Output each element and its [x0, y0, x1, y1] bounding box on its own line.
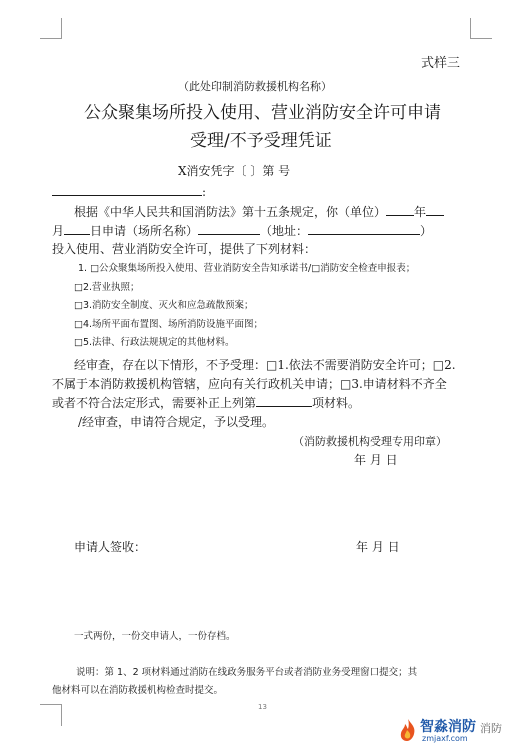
para3-accepted: /经审查，申请符合规定，予以受理。: [78, 415, 275, 429]
para2-line1: 经审查，存在以下情形，不予受理：□1.依法不需要消防安全许可；□2.: [74, 358, 456, 372]
year-tail-blank: [426, 203, 444, 216]
seal-note: （消防救援机构受理专用印章）: [293, 435, 447, 448]
watermark-name: 智淼消防: [420, 719, 476, 735]
address-blank: [308, 222, 420, 235]
para1-address-label: （地址：: [260, 224, 309, 238]
para1-month-label: 月: [52, 224, 65, 238]
material-item-1: 1. □公众聚集场所投入使用、营业消防安全告知承诺书/□消防安全检查申报表；: [78, 263, 416, 274]
para1-text-b: 日申请（场所名称）: [90, 224, 199, 238]
para2-text-b: 项材料。: [312, 396, 361, 410]
material-item-2: □2.营业执照；: [74, 282, 140, 293]
watermark-tail: 消防: [480, 722, 502, 735]
para1-line1: [74, 203, 444, 220]
page-number: 13: [258, 703, 267, 711]
footnote-line1: 说明：第 1、2 项材料通过消防在线政务服务平台或者消防业务受理窗口提交；其: [76, 667, 418, 678]
seal-date: 年 月 日: [354, 453, 398, 467]
para1-line3: 投入使用、营业消防安全许可，提供了下列材料：: [52, 242, 317, 256]
crop-mark-bottom-left-h: [40, 704, 62, 705]
doc-number: X消安凭字〔 〕第 号: [178, 164, 291, 178]
addressee-line: [52, 183, 206, 199]
para1-close-paren: ）: [420, 224, 433, 238]
material-item-3: □3.消防安全制度、灭火和应急疏散预案；: [74, 300, 254, 311]
material-item-5: □5.法律、行政法规规定的其他材料。: [74, 337, 235, 348]
crop-mark-top-right-h: [470, 38, 492, 39]
copies-note: 一式两份，一份交申请人，一份存档。: [74, 631, 236, 642]
applicant-date: 年 月 日: [356, 540, 400, 554]
para2-text-a: 或者不符合法定形式，需要补正上列第: [52, 396, 257, 410]
page-title: 公众聚集场所投入使用、营业消防安全许可申请: [84, 103, 441, 123]
crop-mark-top-right-v: [470, 18, 471, 39]
year-blank: [386, 203, 414, 216]
venue-name-blank: [198, 222, 260, 235]
para2-line3: [52, 394, 360, 411]
para1-line2: [52, 222, 432, 239]
month-blank: [64, 222, 90, 235]
material-item-4: □4.场所平面布置图、场所消防设施平面图；: [74, 319, 264, 330]
item-number-blank: [256, 394, 312, 407]
addressee-suffix: :: [202, 185, 207, 199]
form-label: 式样三: [421, 56, 461, 71]
addressee-blank: [52, 183, 202, 196]
para1-year-label: 年: [414, 205, 427, 219]
flame-logo-icon: [398, 718, 418, 742]
page-subtitle: 受理/不予受理凭证: [190, 131, 332, 151]
crop-mark-bottom-left-v: [61, 704, 62, 726]
para1-text-a: 根据《中华人民共和国消防法》第十五条规定，你（单位）: [74, 205, 387, 219]
org-print-note: （此处印制消防救援机构名称）: [178, 80, 332, 93]
crop-mark-top-left-h: [40, 38, 62, 39]
watermark-logo: [398, 716, 510, 746]
para2-line2: 不属于本消防救援机构管辖，应向有关行政机关申请；□3.申请材料不齐全: [52, 377, 447, 391]
applicant-signature-label: 申请人签收：: [74, 540, 147, 554]
crop-mark-top-left-v: [61, 18, 62, 39]
footnote-line2: 他材料可以在消防救援机构检查时提交。: [52, 685, 224, 696]
watermark-url: zmjaxf.com: [422, 734, 468, 743]
